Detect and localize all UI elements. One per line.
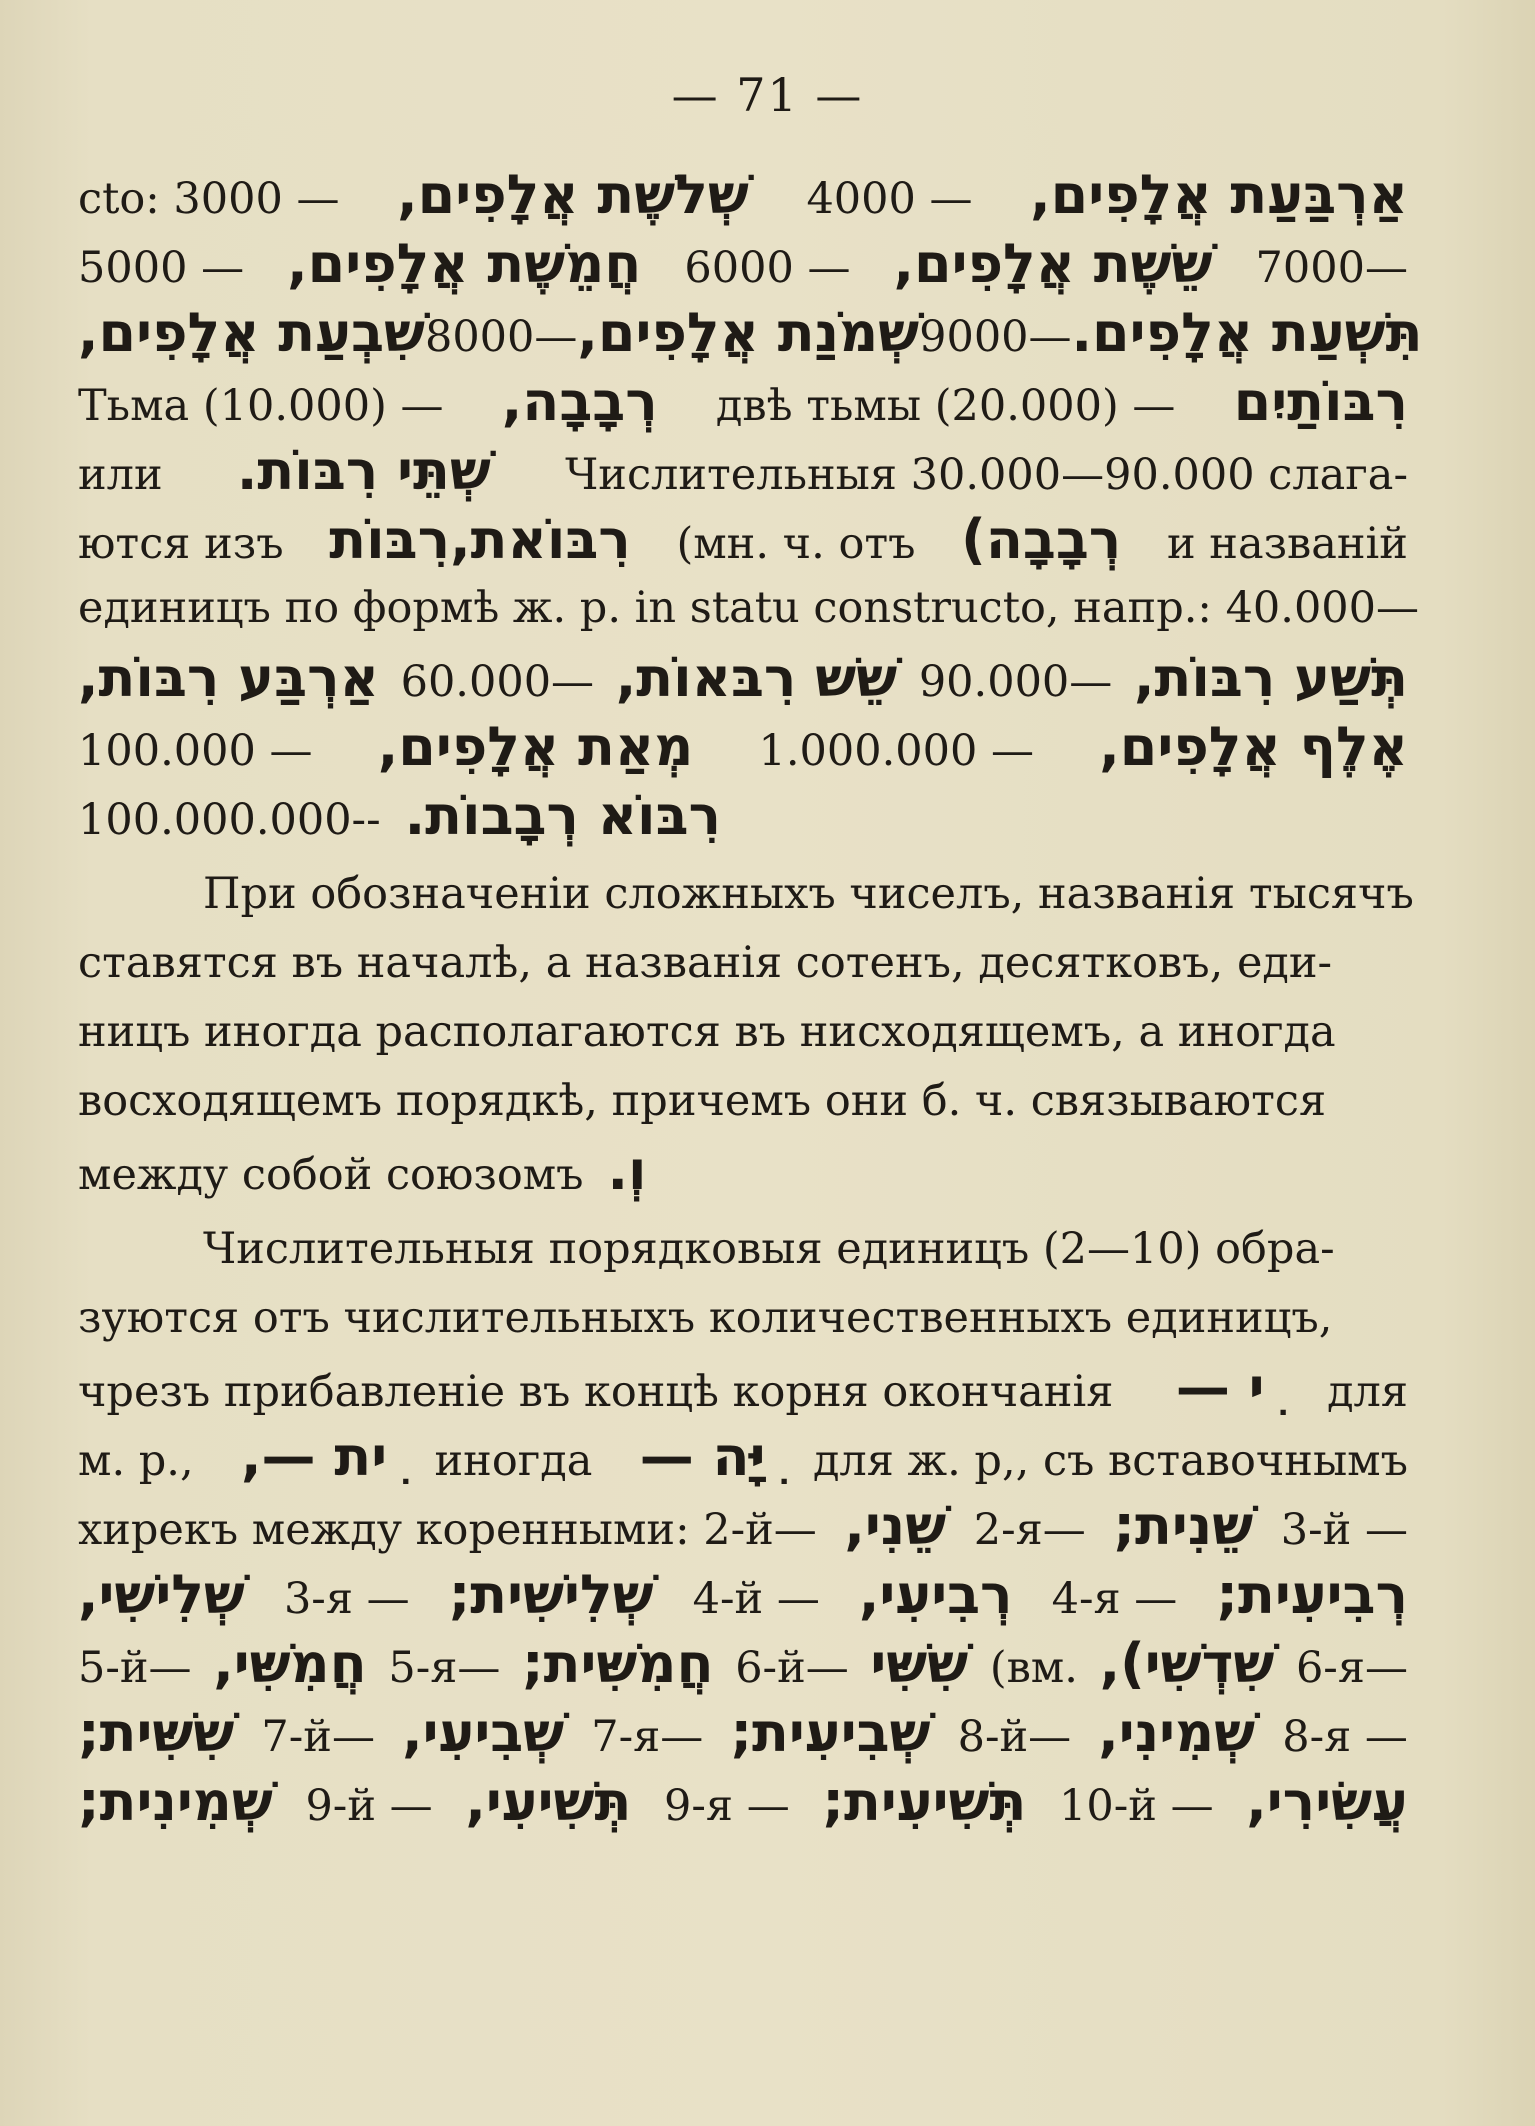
text-run: единицъ по формѣ ж. р. in statu constructo, напр.: 40.000—	[78, 583, 1420, 633]
text-run: 60.000—	[400, 657, 595, 707]
text-run: 4000 —	[806, 174, 973, 224]
text-line	[78, 298, 1423, 367]
text-run: При обозначеніи сложныхъ чиселъ, названія тысячъ	[203, 869, 1414, 919]
text-run: 5000 —	[78, 243, 245, 293]
text-run: 7000—	[1255, 243, 1408, 293]
hebrew-word: שְׁבִיעִית;	[730, 1701, 931, 1764]
text-run: 4-я —	[1051, 1574, 1178, 1624]
text-run: 5-й—	[78, 1643, 192, 1693]
hebrew-word: שִׁדְשִׁי),	[1099, 1632, 1275, 1695]
hebrew-word: ִיָּה —	[639, 1425, 766, 1488]
text-run: (мн. ч. отъ	[676, 519, 916, 569]
text-run: Числительныя 30.000—90.000 слага-	[565, 450, 1408, 500]
text-run: чрезъ прибавленіе въ концѣ корня окончанія	[78, 1367, 1114, 1417]
hebrew-word: תְּשַׁע רִבּוֹת,	[1133, 646, 1408, 709]
text-run: 6-я—	[1295, 1643, 1408, 1693]
hebrew-word: רִבּוֹאת,רִבּוֹת	[329, 508, 631, 571]
text-run: cto: 3000 —	[78, 174, 340, 224]
hebrew-word: ִי —	[1175, 1356, 1265, 1419]
hebrew-word: שְׁבִיעִי,	[402, 1701, 565, 1764]
text-run: ставятся въ началѣ, а названія сотенъ, десятковъ, еди-	[78, 938, 1333, 988]
text-run: 9000—	[919, 312, 1072, 362]
hebrew-word: אַרְבַּעַת אֲלָפִים,	[1030, 163, 1408, 226]
body-text	[78, 160, 1423, 1836]
text-line	[78, 1560, 1408, 1629]
text-line	[78, 781, 1408, 850]
text-run: 1.000.000 —	[758, 726, 1035, 776]
text-run: 100.000.000--	[78, 795, 381, 845]
text-run: Тьма (10.000) —	[78, 381, 444, 431]
hebrew-word: רְבָבָה)	[961, 508, 1122, 571]
text-run: 8-я —	[1282, 1712, 1408, 1762]
text-line	[78, 1767, 1408, 1836]
text-line	[78, 367, 1408, 436]
text-run: для ж. р,, съ вставочнымъ	[812, 1436, 1408, 1486]
text-run: 7-я—	[591, 1712, 704, 1762]
text-run: 8000—	[424, 312, 578, 362]
hebrew-word: שֵׁנִי,	[844, 1494, 947, 1557]
hebrew-word: רִבּוֹתַיִם	[1233, 370, 1408, 433]
hebrew-word: מְאַת אֲלָפִים,	[377, 715, 694, 778]
hebrew-word: תְּשִׁיעִית;	[822, 1770, 1027, 1833]
text-line	[78, 712, 1408, 781]
hebrew-word: שְׁמִינִי,	[1098, 1701, 1256, 1764]
text-run: 9-я —	[664, 1781, 790, 1831]
text-run: 100.000 —	[78, 726, 313, 776]
text-line	[78, 1422, 1408, 1491]
text-line	[78, 160, 1408, 229]
hebrew-word: רְבִיעִי,	[858, 1563, 1013, 1626]
text-run: 9-й —	[305, 1781, 433, 1831]
hebrew-word: שְׁמֹנַת אֲלָפִים,	[577, 301, 920, 364]
text-run: ницъ иногда располагаются въ нисходящемъ, а иногда	[78, 1007, 1336, 1057]
hebrew-word: שִׁשִּׁית;	[78, 1701, 235, 1764]
text-line	[78, 860, 1414, 929]
hebrew-word: אֶלֶף אֲלָפִים,	[1099, 715, 1408, 778]
hebrew-word: עֲשִׂירִי,	[1246, 1770, 1408, 1833]
hebrew-word: חֲמִשִּׁית;	[522, 1632, 714, 1695]
text-line	[78, 1491, 1408, 1560]
text-run: Числительныя порядковыя единицъ (2—10) обра-	[203, 1224, 1335, 1274]
hebrew-word: רְבָבָה,	[501, 370, 658, 433]
text-run: и названій	[1166, 519, 1408, 569]
hebrew-word: שְׁלִישִׁי,	[78, 1563, 245, 1626]
text-line	[78, 1284, 1408, 1353]
text-line	[78, 229, 1408, 298]
hebrew-word: שֵׁשׁ רִבּאוֹת,	[615, 646, 898, 709]
text-run: 6000 —	[684, 243, 851, 293]
hebrew-word: חֲמֵשֶׁת אֲלָפִים,	[287, 232, 642, 295]
text-line	[78, 1353, 1408, 1422]
text-run: 2-я—	[973, 1505, 1086, 1555]
hebrew-word: שְׁלשֶׁת אֲלָפִים,	[397, 163, 749, 226]
text-line	[78, 1136, 1408, 1205]
text-line	[78, 574, 1420, 643]
text-run: 3-й —	[1280, 1505, 1408, 1555]
text-run: ются изъ	[78, 519, 284, 569]
text-run: 4-й —	[692, 1574, 820, 1624]
text-run: 8-й—	[957, 1712, 1072, 1762]
hebrew-word: אַרְבַּע רִבּוֹת,	[78, 646, 379, 709]
text-line	[78, 1629, 1408, 1698]
text-line	[78, 505, 1408, 574]
text-run: 7-й—	[261, 1712, 375, 1762]
hebrew-word: תְּשִׁיעִי,	[465, 1770, 632, 1833]
page-number: — 71 —	[671, 68, 864, 122]
text-line	[78, 1067, 1408, 1136]
text-run: для	[1327, 1367, 1408, 1417]
text-run: между собой союзомъ	[78, 1150, 584, 1200]
hebrew-word: רִבּוֹא רְבָבוֹת.	[404, 784, 722, 847]
hebrew-word: שֵׁנִית;	[1113, 1494, 1254, 1557]
text-run: (вм.	[989, 1643, 1078, 1693]
hebrew-word: שֵׁשֶׁת אֲלָפִים,	[893, 232, 1213, 295]
text-line	[78, 998, 1408, 1067]
text-run: восходящемъ порядкѣ, причемъ они б. ч. связываются	[78, 1076, 1327, 1126]
text-run: зуются отъ числительныхъ количественныхъ единицъ,	[78, 1293, 1333, 1343]
text-run: хирекъ между коренными: 2-й—	[78, 1505, 817, 1555]
text-run: 5-я—	[388, 1643, 501, 1693]
text-run: 10-й —	[1059, 1781, 1214, 1831]
text-run: двѣ тьмы (20.000) —	[715, 381, 1176, 431]
text-run: или	[78, 450, 163, 500]
hebrew-word: שְׁמִינִית;	[78, 1770, 273, 1833]
hebrew-word: חֲמִשִּׁי,	[213, 1632, 367, 1695]
text-run: иногда	[434, 1436, 593, 1486]
text-line	[78, 436, 1408, 505]
hebrew-word: רְבִיעִית;	[1216, 1563, 1408, 1626]
text-line	[78, 643, 1408, 712]
hebrew-word: שִׁבְעַת אֲלָפִים,	[78, 301, 425, 364]
hebrew-word: ִית —,	[241, 1425, 388, 1488]
text-run: 90.000—	[918, 657, 1113, 707]
hebrew-word: וְ.	[607, 1139, 647, 1202]
text-line	[78, 1698, 1408, 1767]
hebrew-word: שְׁלִישִׁית;	[448, 1563, 654, 1626]
text-line	[78, 1215, 1408, 1284]
text-run: 6-й—	[735, 1643, 849, 1693]
hebrew-word: שְׁתֵּי רִבּוֹת.	[236, 439, 491, 502]
hebrew-word: שִׁשִּׁי	[870, 1632, 969, 1695]
hebrew-word: תִּשְׁעַת אֲלָפִים.	[1071, 301, 1423, 364]
text-run: 3-я —	[283, 1574, 410, 1624]
text-line	[78, 929, 1408, 998]
text-run: м. р.,	[78, 1436, 194, 1486]
